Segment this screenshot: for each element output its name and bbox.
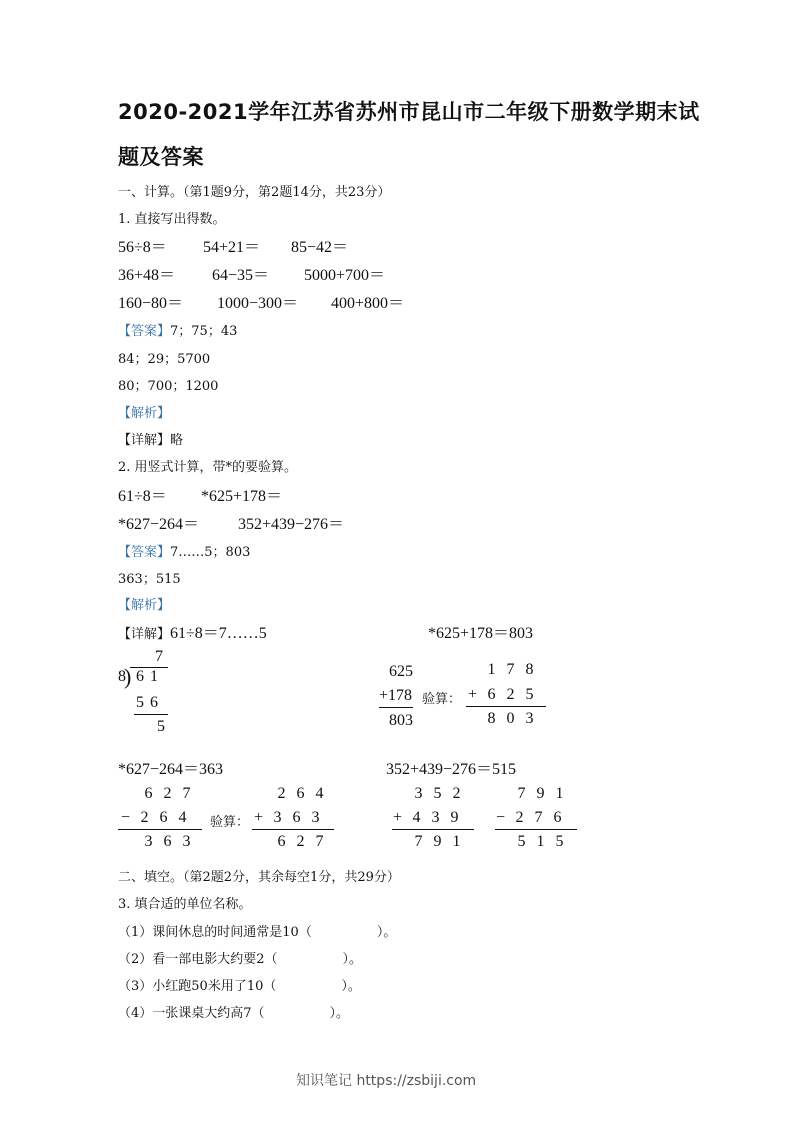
div-product: 5 6 xyxy=(136,694,158,711)
check1-line xyxy=(466,706,546,707)
q1-r3-c1: 160−80＝ xyxy=(118,295,184,312)
question-2-title: 2. 用竖式计算，带*的要验算。 xyxy=(118,460,298,475)
sub2-line xyxy=(495,829,577,830)
check1-a: 1 7 8 xyxy=(487,661,534,678)
div-divisor: 8 xyxy=(118,668,126,685)
q2-analysis-tag: 【解析】 xyxy=(118,598,171,613)
document-title-line1: 2020-2021学年江苏省苏州市昆山市二年级下册数学期末试 xyxy=(118,100,700,124)
footer-watermark: 知识笔记 https://zsbiji.com xyxy=(296,1073,477,1089)
div-remainder: 5 xyxy=(157,718,165,735)
q1-r1-c2: 54+21＝ xyxy=(203,239,261,256)
q1-answer xyxy=(118,320,237,339)
q2-r2-c2: 352+439−276＝ xyxy=(238,516,345,533)
answer-line-1: 7……5；803 xyxy=(170,545,251,560)
q1-r1-c3: 85−42＝ xyxy=(291,239,349,256)
sub1-a: 6 2 7 xyxy=(144,785,191,802)
sub1-line xyxy=(118,829,202,830)
div-quotient: 7 xyxy=(155,648,163,665)
sub2-a: 7 9 1 xyxy=(517,785,564,802)
q3-item-1: （1）课间休息的时间通常是10（ ）。 xyxy=(118,925,397,940)
sub2-b: − 2 7 6 xyxy=(495,809,562,826)
q2-r1-c1: 61÷8＝ xyxy=(118,488,167,505)
check-label-1: 验算： xyxy=(422,692,462,707)
sub2-r: 5 1 5 xyxy=(517,833,564,850)
eq-subtraction: *627−264＝363 xyxy=(118,761,224,778)
q1-r2-c3: 5000+700＝ xyxy=(304,267,386,284)
check1-b: + 6 2 5 xyxy=(467,686,534,703)
sub1-b: − 2 6 4 xyxy=(120,809,187,826)
q3-item-2: （2）看一部电影大约要2（ ）。 xyxy=(118,952,363,967)
add1-r: 803 xyxy=(389,712,413,729)
document-title-line2: 题及答案 xyxy=(118,145,204,169)
check2-line xyxy=(252,829,334,830)
section-2-heading: 二、填空。（第2题2分，其余每空1分，共29分） xyxy=(118,870,400,885)
question-1-title: 1. 直接写出得数。 xyxy=(118,212,226,227)
check2-b: + 3 6 3 xyxy=(253,809,320,826)
q2-answer xyxy=(118,541,250,560)
section-1-heading: 一、计算。（第1题9分，第2题14分，共23分） xyxy=(118,185,391,200)
add2-b: + 4 3 9 xyxy=(392,809,459,826)
add1-b: +178 xyxy=(379,687,413,704)
div-line xyxy=(134,714,168,715)
q1-r1-c1: 56÷8＝ xyxy=(118,239,167,256)
add2-r: 7 9 1 xyxy=(414,833,461,850)
div-bracket: ) xyxy=(124,664,132,689)
q2-r2-c1: *627−264＝ xyxy=(118,516,200,533)
sub1-r: 3 6 3 xyxy=(144,833,191,850)
q1-detail xyxy=(118,429,183,448)
check2-a: 2 6 4 xyxy=(277,785,324,802)
div-dividend: 6 1 xyxy=(136,668,158,685)
detail-tag: 【详解】 xyxy=(118,627,171,642)
answer-line-3: 80；700；1200 xyxy=(118,379,219,394)
add2-a: 3 5 2 xyxy=(414,785,461,802)
add1-a: 625 xyxy=(389,663,413,680)
q1-r2-c1: 36+48＝ xyxy=(118,267,176,284)
check2-r: 6 2 7 xyxy=(277,833,324,850)
q1-r2-c2: 64−35＝ xyxy=(212,267,270,284)
add2-line xyxy=(392,829,474,830)
detail-tag: 【详解】 xyxy=(118,433,171,448)
q3-item-4: （4）一张课桌大约高7（ ）。 xyxy=(118,1006,350,1021)
q1-r3-c3: 400+800＝ xyxy=(331,295,405,312)
q2-answer-line-2: 363；515 xyxy=(118,572,181,587)
q1-analysis-tag: 【解析】 xyxy=(118,406,171,421)
answer-tag: 【答案】 xyxy=(118,545,171,560)
q1-r3-c2: 1000−300＝ xyxy=(217,295,299,312)
q2-r1-c2: *625+178＝ xyxy=(201,488,283,505)
question-3-title: 3. 填合适的单位名称。 xyxy=(118,897,252,912)
eq-addition: *625+178＝803 xyxy=(428,625,534,642)
eq-mixed: 352+439−276＝515 xyxy=(386,761,517,778)
answer-tag: 【答案】 xyxy=(118,324,171,339)
q2-detail-line xyxy=(118,620,267,643)
q3-item-3: （3）小红跑50米用了10（ ）。 xyxy=(118,979,361,994)
detail-text: 略 xyxy=(170,433,184,448)
check-label-2: 验算： xyxy=(210,815,250,830)
check1-r: 8 0 3 xyxy=(487,710,534,727)
answer-line-1: 7；75；43 xyxy=(170,324,238,339)
answer-line-2: 84；29；5700 xyxy=(118,352,211,367)
eq-division: 61÷8＝7……5 xyxy=(170,625,267,642)
add1-line xyxy=(379,707,413,708)
